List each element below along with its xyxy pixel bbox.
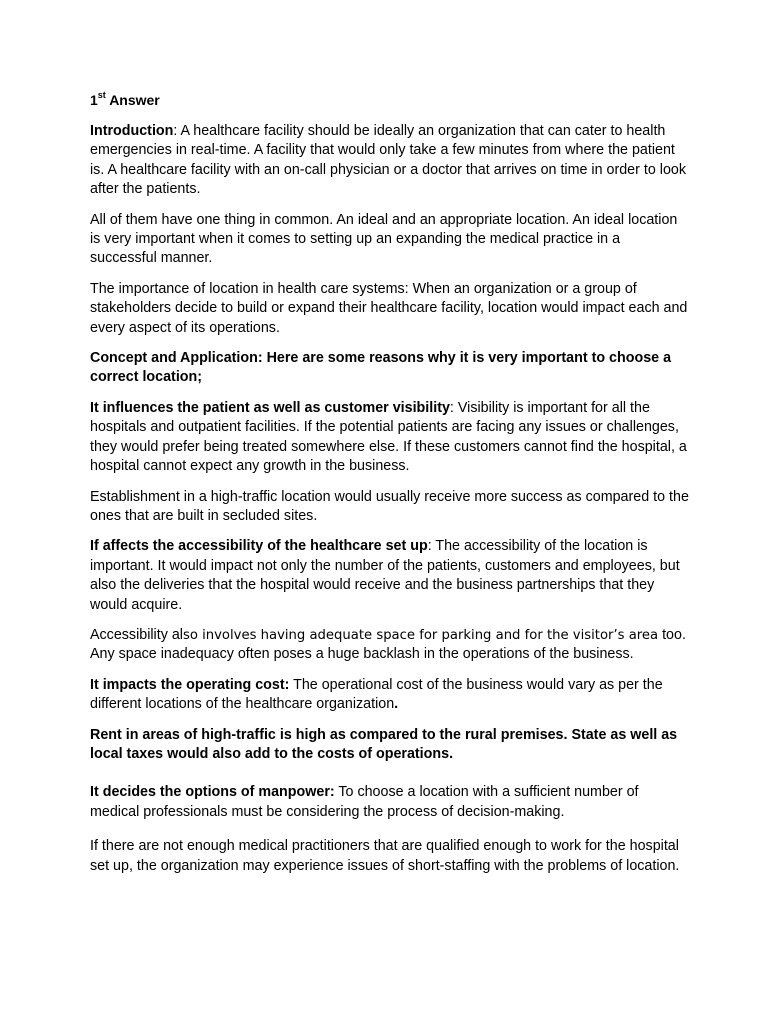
manpower-text: To choose a location with a sufficient number of medical professionals must be considering the process of decision-making. [90, 784, 639, 820]
answer-heading [90, 91, 690, 110]
accessibility-paragraph [90, 537, 690, 615]
rent-text: Rent in areas of high-traffic is high as compared to the rural premises. State as well as local taxes would also add to the costs of operations. [90, 726, 678, 762]
importance-paragraph: The importance of location in health care systems: When an organization or a group of stakeholders decide to build or expand their healthcare facility, location would impact each and every aspect of its operations. [90, 280, 688, 336]
parking-text-middle: so involves having adequate space for parking and for the visitor’s area [182, 627, 659, 643]
visibility-label: It influences the patient as well as customer visibility [90, 399, 450, 416]
heading-superscript: st [97, 90, 106, 101]
manpower-label: It decides the options of manpower: [90, 784, 335, 801]
heading-word: Answer [109, 92, 160, 108]
practitioners-paragraph: If there are not enough medical practitioners that are qualified enough to work for the hospital set up, the organization may experience issues of short-staffing with the problems of location. [90, 838, 680, 874]
cost-paragraph [90, 676, 690, 715]
parking-text-start: Accessibility al [90, 626, 183, 643]
cost-text: The operational cost of the business would vary as per the different locations of the healthcare organization [90, 676, 663, 713]
intro-label: Introduction [90, 123, 174, 139]
rent-paragraph [90, 726, 690, 765]
heading-number: 1 [90, 92, 98, 108]
parking-text-end: too. Any space inadequacy often poses a huge backlash in the operations of the business. [90, 626, 686, 663]
concept-text: Concept and Application: Here are some reasons why it is very important to choose a correct location; [90, 350, 672, 386]
accessibility-label: If affects the accessibility of the healthcare set up [90, 538, 428, 555]
visibility-paragraph [90, 399, 690, 477]
accessibility-text: : The accessibility of the location is important. It would impact not only the number of the patients, customers and employees, but also the deliveries that the hospital would receive and the business partnerships that they would acquire. [90, 538, 680, 613]
cost-label: It impacts the operating cost: [90, 676, 290, 693]
concept-paragraph [90, 349, 690, 388]
document-page [90, 91, 690, 887]
establishment-paragraph: Establishment in a high-traffic location would usually receive more success as compared to the ones that are built in secluded sites. [90, 488, 689, 524]
manpower-paragraph [90, 783, 690, 822]
intro-paragraph [90, 122, 690, 200]
visibility-text: : Visibility is important for all the hospitals and outpatient facilities. If the potential patients are facing any issues or challenges, they would prefer being treated somewhere else. If these customers cannot find the hospital, a hospital cannot expect any growth in the business. [90, 399, 687, 475]
parking-paragraph [90, 626, 690, 665]
cost-end: . [394, 696, 399, 713]
intro-text: : A healthcare facility should be ideally an organization that can cater to health emergencies in real-time. A facility that would only take a few minutes from where the patient is. A healthcare facility with an on-call physician or a doctor that arrives on time in order to look after the patients. [90, 123, 686, 198]
common-paragraph: All of them have one thing in common. An ideal and an appropriate location. An ideal location is very important when it comes to setting up an expanding the medical practice in a successful manner. [90, 211, 678, 267]
